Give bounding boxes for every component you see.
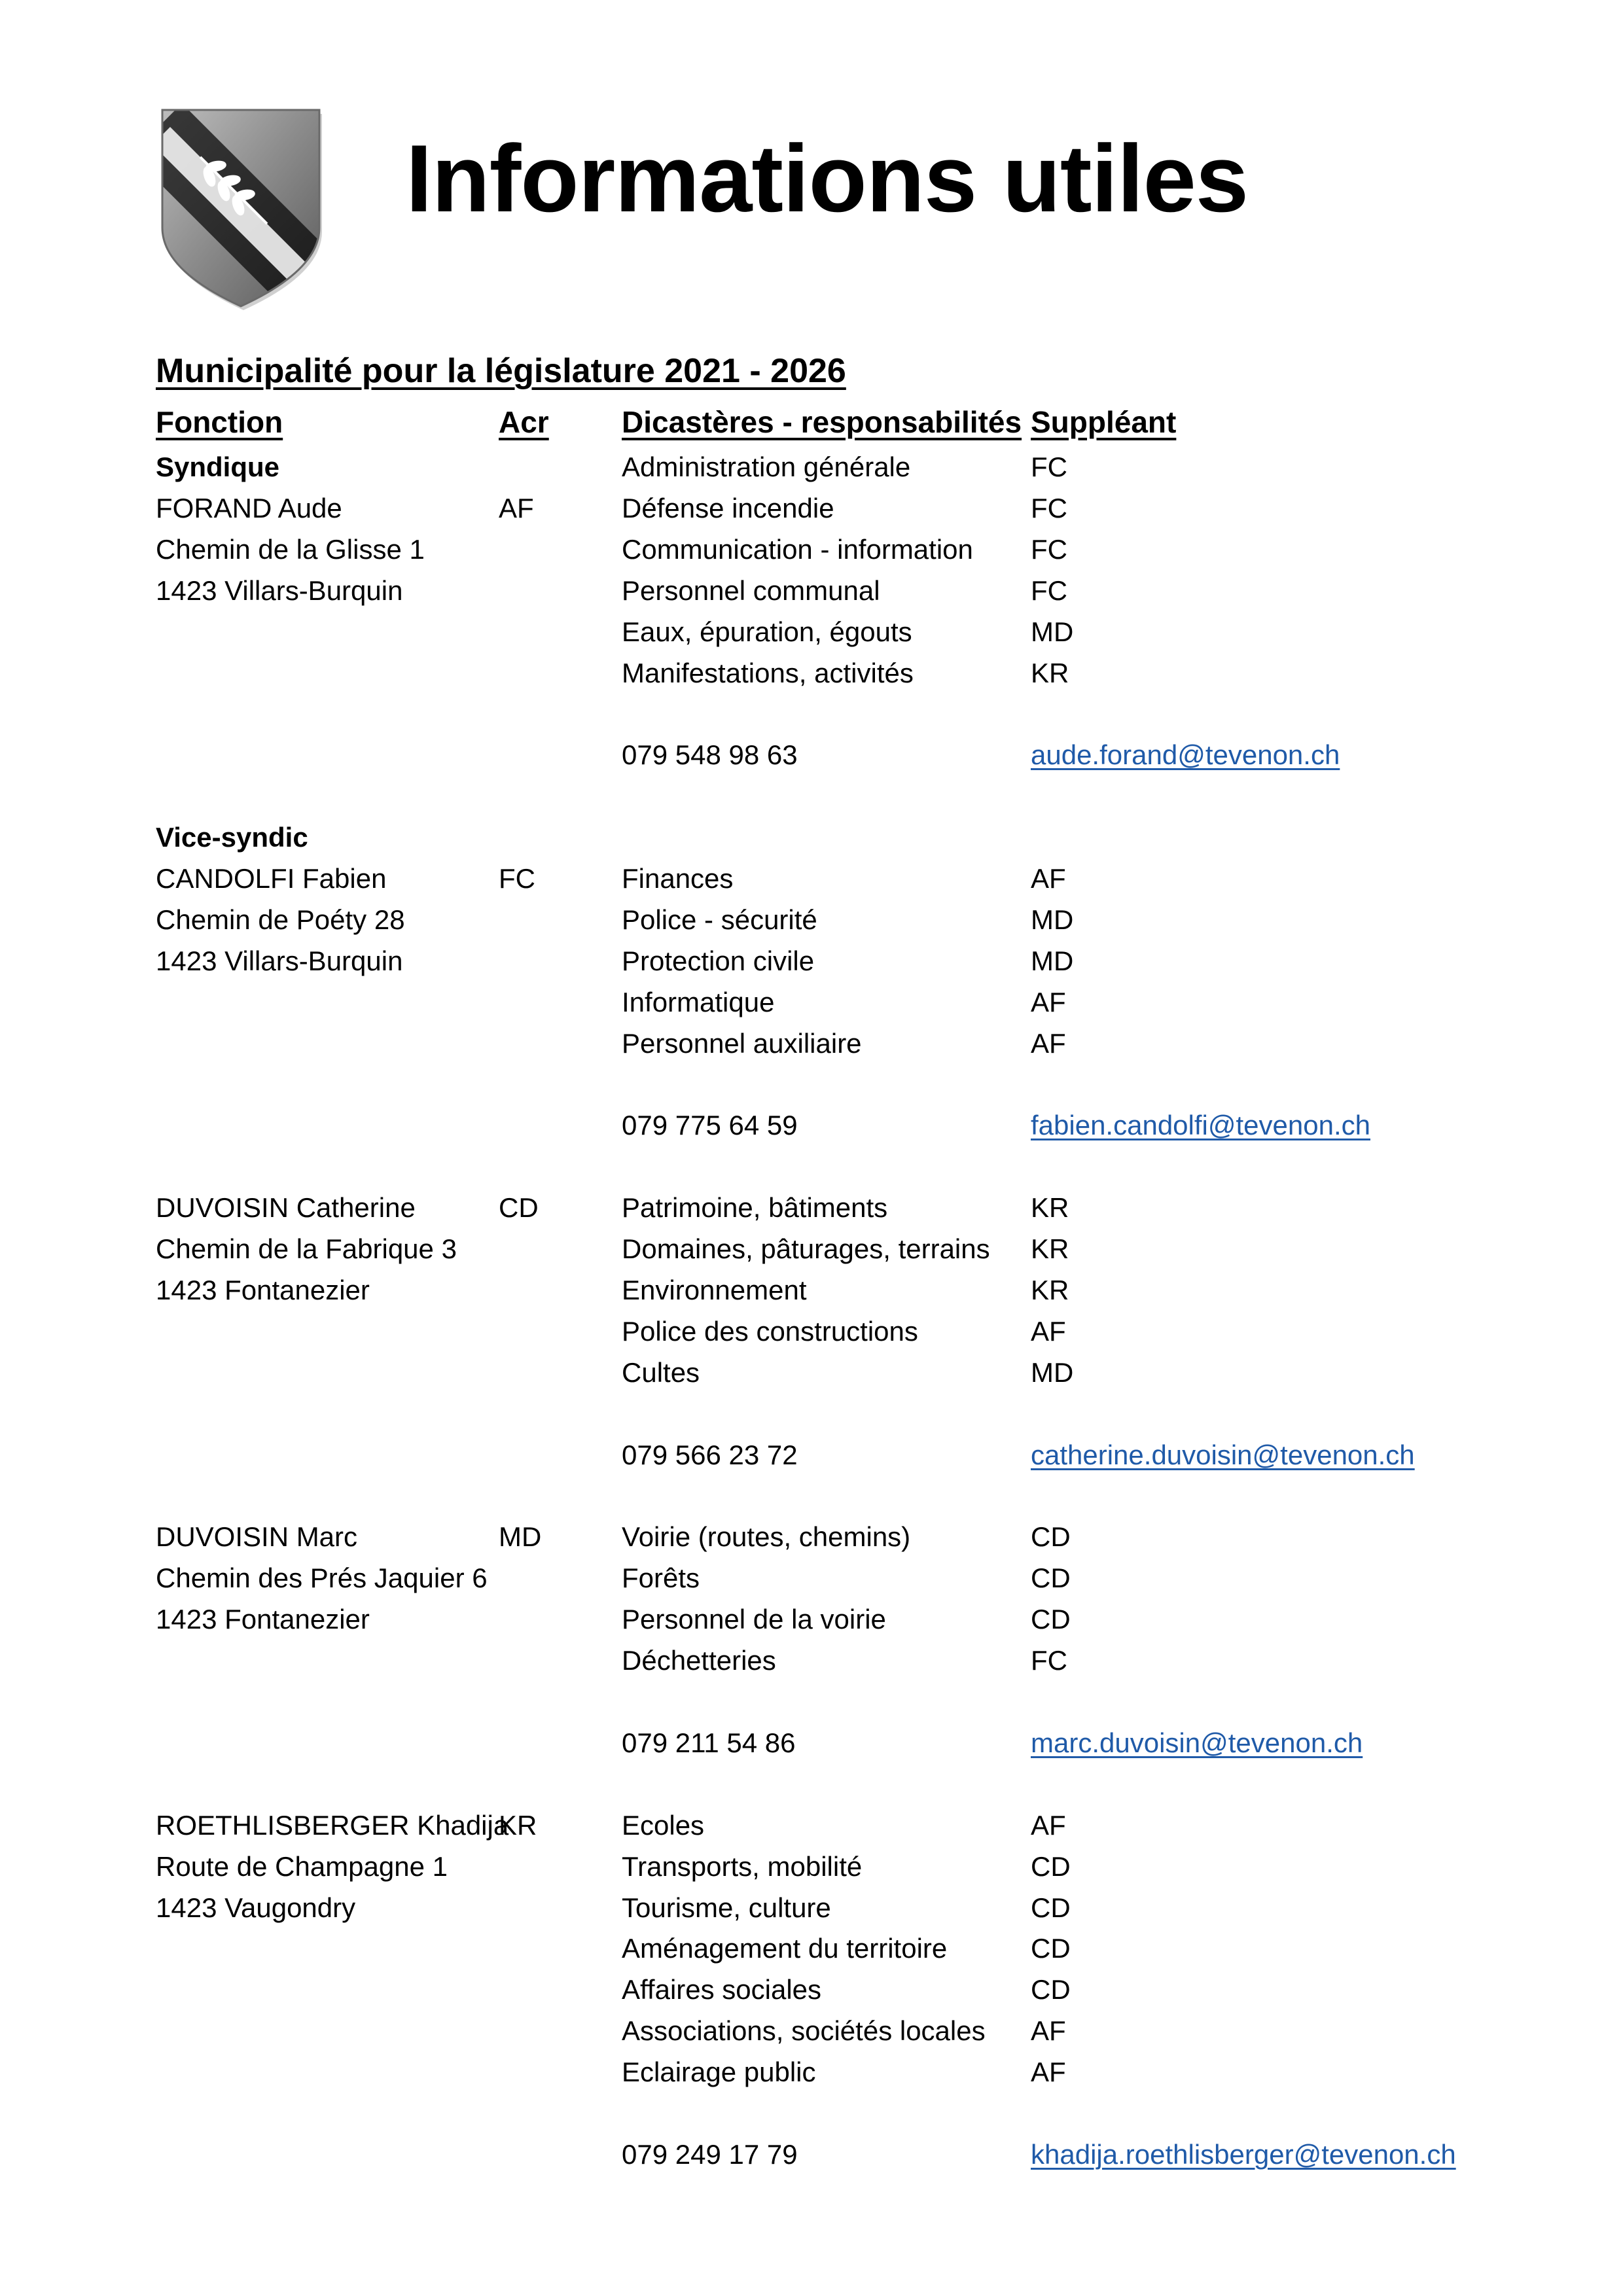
substitute: CD [1031, 1563, 1071, 1593]
responsibility: Administration générale [622, 451, 911, 482]
table-row [0, 817, 1623, 858]
table-row [0, 1434, 1623, 1475]
table-row [0, 734, 1623, 775]
responsibility: Domaines, pâturages, terrains [622, 1233, 990, 1264]
substitute: KR [1031, 658, 1069, 688]
column-header-fonction: Fonction [156, 405, 283, 439]
table-row [0, 693, 1623, 734]
email-link[interactable]: aude.forand@tevenon.ch [1031, 739, 1340, 770]
table-row [0, 1681, 1623, 1722]
table-row [0, 1516, 1623, 1557]
acronym: MD [499, 1521, 542, 1552]
responsibility: Communication - information [622, 534, 973, 565]
table-row [0, 446, 1623, 487]
responsibility: Personnel auxiliaire [622, 1028, 862, 1059]
member-info: Route de Champagne 1 [156, 1851, 448, 1882]
role-label: Vice-syndic [156, 822, 308, 853]
substitute: KR [1031, 1192, 1069, 1223]
member-info: 1423 Vaugondry [156, 1892, 356, 1923]
substitute: CD [1031, 1604, 1071, 1634]
table-row [0, 1846, 1623, 1887]
column-header-suppleant: Suppléant [1031, 405, 1177, 439]
responsibility: Eaux, épuration, égouts [622, 616, 912, 647]
email-link[interactable]: catherine.duvoisin@tevenon.ch [1031, 1439, 1415, 1470]
member-info: DUVOISIN Marc [156, 1521, 358, 1552]
member-info: Chemin des Prés Jaquier 6 [156, 1563, 488, 1593]
responsibility: Police des constructions [622, 1316, 918, 1347]
substitute: AF [1031, 1810, 1066, 1841]
table-row [0, 529, 1623, 570]
responsibility: Finances [622, 863, 734, 894]
table-row [0, 775, 1623, 817]
responsibility: Personnel communal [622, 575, 880, 606]
responsibility: Tourisme, culture [622, 1892, 831, 1923]
substitute: FC [1031, 493, 1067, 523]
responsibility: Affaires sociales [622, 1974, 822, 2005]
substitute: KR [1031, 1275, 1069, 1305]
column-header-acr: Acr [499, 405, 549, 439]
table-row [0, 652, 1623, 694]
member-info: 1423 Fontanezier [156, 1604, 370, 1634]
responsibility: Personnel de la voirie [622, 1604, 886, 1634]
coat-of-arms-logo [156, 103, 326, 313]
table-row [0, 1228, 1623, 1269]
member-info: 1423 Villars-Burquin [156, 575, 403, 606]
member-info: Chemin de Poéty 28 [156, 904, 405, 935]
table-row [0, 1269, 1623, 1311]
table-row [0, 1187, 1623, 1228]
table-row [0, 1763, 1623, 1805]
responsibility: Informatique [622, 987, 775, 1017]
table-row [0, 1023, 1623, 1064]
role-label: Syndique [156, 451, 280, 482]
substitute: AF [1031, 987, 1066, 1017]
substitute: CD [1031, 1933, 1071, 1964]
table-row [0, 2134, 1623, 2175]
table-row [0, 2051, 1623, 2093]
substitute: CD [1031, 1892, 1071, 1923]
responsibility: 079 566 23 72 [622, 1439, 798, 1470]
responsibility: Transports, mobilité [622, 1851, 863, 1882]
member-info: DUVOISIN Catherine [156, 1192, 416, 1223]
responsibility: Forêts [622, 1563, 700, 1593]
acronym: CD [499, 1192, 539, 1223]
substitute: KR [1031, 1233, 1069, 1264]
responsibility: 079 249 17 79 [622, 2139, 798, 2170]
substitute: AF [1031, 1028, 1066, 1059]
responsibility: Ecoles [622, 1810, 705, 1841]
table-row [0, 611, 1623, 652]
responsibility: Défense incendie [622, 493, 834, 523]
substitute: FC [1031, 575, 1067, 606]
email-link[interactable]: khadija.roethlisberger@tevenon.ch [1031, 2139, 1456, 2170]
column-header-dicasteres: Dicastères - responsabilités [622, 405, 1022, 439]
table-row [0, 1311, 1623, 1352]
responsibility: Aménagement du territoire [622, 1933, 948, 1964]
email-link[interactable]: fabien.candolfi@tevenon.ch [1031, 1110, 1370, 1140]
substitute: AF [1031, 2015, 1066, 2046]
acronym: AF [499, 493, 534, 523]
table-row [0, 1722, 1623, 1763]
member-info: ROETHLISBERGER Khadija [156, 1810, 509, 1841]
section-title: Municipalité pour la législature 2021 - 2026 [156, 352, 846, 390]
table-row [0, 1557, 1623, 1598]
member-info: 1423 Villars-Burquin [156, 945, 403, 976]
substitute: CD [1031, 1851, 1071, 1882]
table-row [0, 1393, 1623, 1434]
substitute: FC [1031, 1645, 1067, 1676]
substitute: MD [1031, 945, 1074, 976]
substitute: CD [1031, 1521, 1071, 1552]
substitute: MD [1031, 1357, 1074, 1388]
table-row [0, 487, 1623, 529]
responsibility: Déchetteries [622, 1645, 776, 1676]
table-row [0, 570, 1623, 611]
responsibility: Patrimoine, bâtiments [622, 1192, 888, 1223]
responsibility: Eclairage public [622, 2057, 816, 2087]
member-info: Chemin de la Glisse 1 [156, 534, 425, 565]
substitute: AF [1031, 2057, 1066, 2087]
responsibility: Associations, sociétés locales [622, 2015, 986, 2046]
acronym: FC [499, 863, 535, 894]
table-row [0, 1805, 1623, 1846]
table-row [0, 2010, 1623, 2051]
responsibility: Manifestations, activités [622, 658, 914, 688]
table-row [0, 1598, 1623, 1640]
table-row [0, 940, 1623, 981]
table-row [0, 1064, 1623, 1105]
table-row [0, 1640, 1623, 1681]
substitute: FC [1031, 451, 1067, 482]
responsibility: 079 775 64 59 [622, 1110, 798, 1140]
table-row [0, 1104, 1623, 1146]
responsibility: Environnement [622, 1275, 807, 1305]
member-info: FORAND Aude [156, 493, 342, 523]
substitute: AF [1031, 863, 1066, 894]
table-row [0, 899, 1623, 940]
member-info: 1423 Fontanezier [156, 1275, 370, 1305]
table-row [0, 1475, 1623, 1517]
acronym: KR [499, 1810, 537, 1841]
member-info: CANDOLFI Fabien [156, 863, 387, 894]
email-link[interactable]: marc.duvoisin@tevenon.ch [1031, 1727, 1363, 1758]
table-row [0, 1887, 1623, 1928]
page-title: Informations utiles [406, 125, 1249, 232]
table-row [0, 1969, 1623, 2010]
member-info: Chemin de la Fabrique 3 [156, 1233, 457, 1264]
substitute: MD [1031, 904, 1074, 935]
substitute: AF [1031, 1316, 1066, 1347]
responsibility: Police - sécurité [622, 904, 817, 935]
table-row [0, 858, 1623, 899]
table-row [0, 1352, 1623, 1393]
responsibility: 079 548 98 63 [622, 739, 798, 770]
table-row [0, 1146, 1623, 1187]
responsibility: 079 211 54 86 [622, 1727, 796, 1758]
table-row [0, 1928, 1623, 1969]
responsibility: Cultes [622, 1357, 700, 1388]
responsibility: Voirie (routes, chemins) [622, 1521, 911, 1552]
table-row [0, 981, 1623, 1023]
substitute: FC [1031, 534, 1067, 565]
table-row [0, 2093, 1623, 2134]
substitute: MD [1031, 616, 1074, 647]
responsibility: Protection civile [622, 945, 815, 976]
substitute: CD [1031, 1974, 1071, 2005]
